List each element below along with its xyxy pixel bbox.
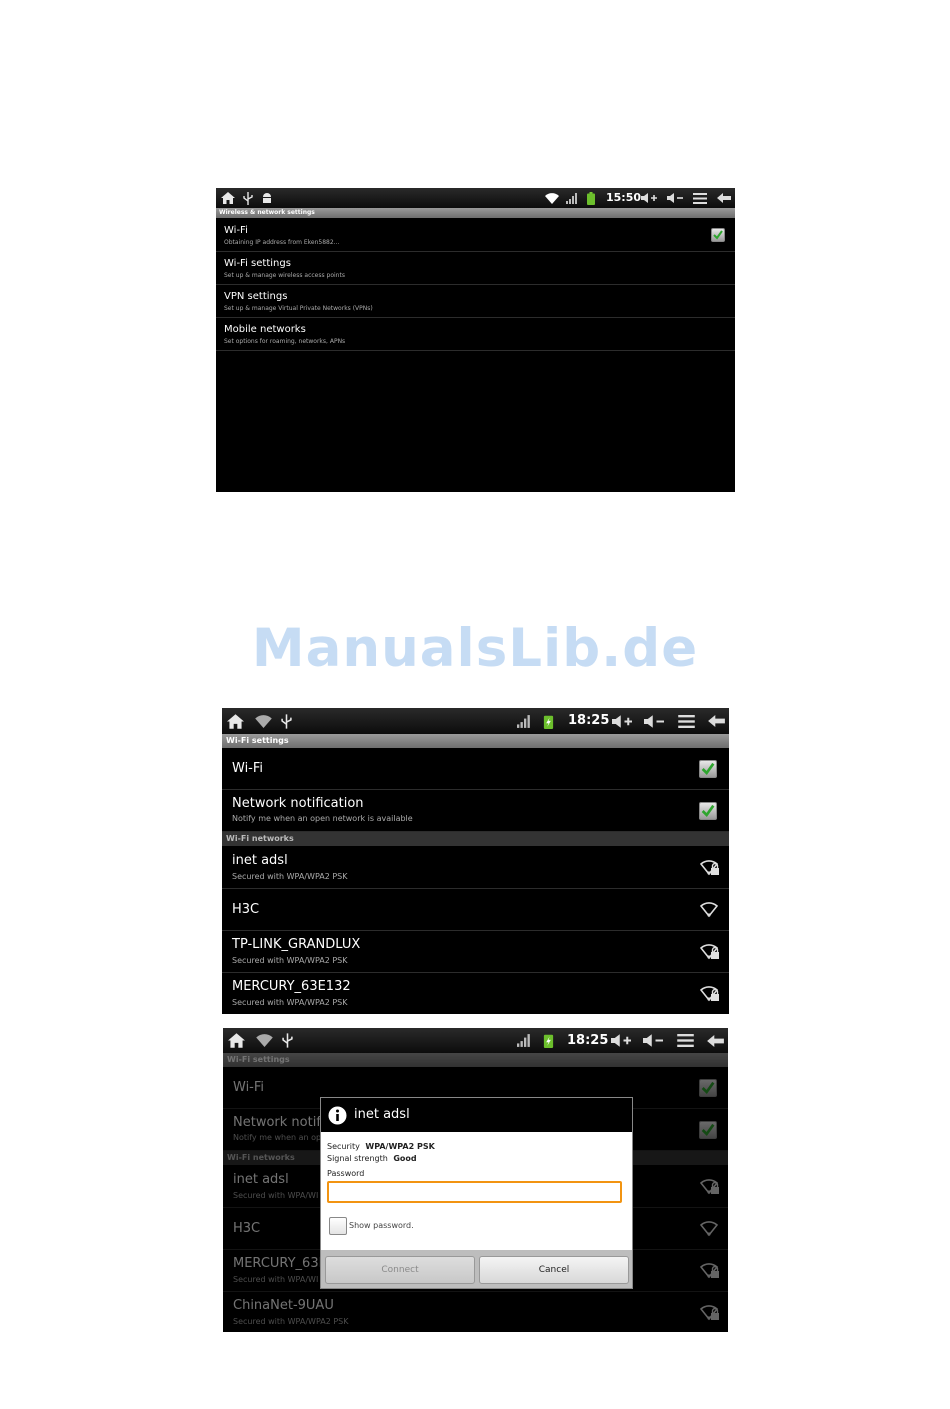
signal-value: Good xyxy=(393,1154,417,1163)
network-security: Secured with WPA/WPA2 PSK xyxy=(232,872,348,881)
notification-checkbox[interactable] xyxy=(699,802,717,820)
android-debug-icon xyxy=(260,188,274,208)
info-icon xyxy=(328,1106,347,1125)
wifi-password-dialog xyxy=(320,1097,633,1289)
volume-up-icon[interactable] xyxy=(610,1028,632,1053)
section-header: Wireless & network settings xyxy=(216,208,735,218)
usb-icon xyxy=(279,708,293,734)
watermark-text: ManualsLib.de xyxy=(251,618,699,679)
connect-button[interactable]: Connect xyxy=(325,1256,475,1284)
item-title: Wi-Fi xyxy=(224,225,248,236)
screenshot-wireless-network-settings xyxy=(216,188,735,492)
screenshot-wifi-password-dialog xyxy=(223,1028,728,1332)
usb-icon xyxy=(280,1028,294,1053)
dialog-buttons xyxy=(321,1250,632,1288)
dialog-title: inet adsl xyxy=(354,1107,410,1122)
back-icon[interactable] xyxy=(706,708,726,734)
wifi-signal-icon xyxy=(254,1028,274,1053)
password-input[interactable] xyxy=(327,1181,622,1203)
home-icon[interactable] xyxy=(220,188,236,208)
volume-down-icon[interactable] xyxy=(643,708,665,734)
show-password-label: Show password. xyxy=(349,1221,414,1230)
item-title: Wi-Fi settings xyxy=(224,258,291,269)
network-name: H3C xyxy=(232,902,260,917)
password-label: Password xyxy=(327,1169,365,1178)
show-password-checkbox[interactable] xyxy=(329,1217,347,1235)
battery-charging-icon xyxy=(541,1028,555,1053)
volume-down-icon[interactable] xyxy=(642,1028,664,1053)
cell-signal-icon xyxy=(516,1028,532,1053)
dialog-body xyxy=(321,1132,632,1250)
status-clock: 15:50 xyxy=(606,191,642,204)
volume-up-icon[interactable] xyxy=(640,188,658,208)
security-label: Security xyxy=(327,1142,360,1151)
status-bar xyxy=(216,188,735,208)
section-header: Wi-Fi settings xyxy=(222,734,729,748)
wifi-signal-icon xyxy=(544,188,560,208)
item-title: VPN settings xyxy=(224,291,288,302)
battery-charging-icon xyxy=(541,708,555,734)
wifi-checkbox[interactable] xyxy=(699,760,717,778)
wifi-signal-icon xyxy=(253,708,273,734)
item-title: Network notification xyxy=(232,796,364,811)
volume-down-icon[interactable] xyxy=(666,188,684,208)
network-name: inet adsl xyxy=(232,853,288,868)
cell-signal-icon xyxy=(565,188,579,208)
volume-up-icon[interactable] xyxy=(611,708,633,734)
cancel-button[interactable]: Cancel xyxy=(479,1256,629,1284)
wifi-locked-icon xyxy=(700,858,720,876)
network-row[interactable] xyxy=(222,973,729,1014)
item-subtitle: Set options for roaming, networks, APNs xyxy=(224,338,346,345)
list-item-wifi[interactable] xyxy=(216,219,735,252)
network-security: Secured with WPA/WPA2 PSK xyxy=(232,998,348,1007)
network-row[interactable] xyxy=(222,931,729,973)
dialog-header xyxy=(321,1098,632,1132)
signal-line xyxy=(327,1154,417,1163)
wifi-toggle-row[interactable] xyxy=(222,749,729,790)
network-row[interactable] xyxy=(222,889,729,931)
network-name: TP-LINK_GRANDLUX xyxy=(232,937,361,952)
network-row[interactable] xyxy=(222,847,729,889)
wifi-open-icon xyxy=(700,900,720,918)
wifi-locked-icon xyxy=(700,942,720,960)
status-bar xyxy=(222,708,729,734)
menu-icon[interactable] xyxy=(676,708,696,734)
back-icon[interactable] xyxy=(716,188,732,208)
item-title: Mobile networks xyxy=(224,324,306,335)
wifi-checkbox[interactable] xyxy=(711,228,725,242)
home-icon[interactable] xyxy=(226,1028,246,1053)
network-name: MERCURY_63E132 xyxy=(232,979,351,994)
item-title: Wi-Fi xyxy=(232,761,264,776)
menu-icon[interactable] xyxy=(675,1028,695,1053)
signal-label: Signal strength xyxy=(327,1154,388,1163)
usb-icon xyxy=(242,188,254,208)
item-subtitle: Notify me when an open network is available xyxy=(232,814,413,823)
status-bar xyxy=(223,1028,728,1053)
item-subtitle: Set up & manage wireless access points xyxy=(224,272,345,279)
networks-section-header: Wi-Fi networks xyxy=(222,832,729,846)
network-security: Secured with WPA/WPA2 PSK xyxy=(232,956,348,965)
list-item-vpn-settings[interactable] xyxy=(216,285,735,318)
security-value: WPA/WPA2 PSK xyxy=(365,1142,435,1151)
item-subtitle: Set up & manage Virtual Private Networks (VPNs) xyxy=(224,305,373,312)
battery-icon xyxy=(585,188,597,208)
list-item-wifi-settings[interactable] xyxy=(216,252,735,285)
network-notification-row[interactable] xyxy=(222,790,729,832)
status-clock: 18:25 xyxy=(567,1033,609,1048)
menu-icon[interactable] xyxy=(692,188,708,208)
security-line xyxy=(327,1142,435,1151)
back-icon[interactable] xyxy=(705,1028,725,1053)
list-item-mobile-networks[interactable] xyxy=(216,318,735,351)
item-subtitle: Obtaining IP address from Eken5882... xyxy=(224,239,340,246)
cell-signal-icon xyxy=(516,708,532,734)
wifi-locked-icon xyxy=(700,984,720,1002)
screenshot-wifi-settings xyxy=(222,708,729,1014)
home-icon[interactable] xyxy=(225,708,245,734)
status-clock: 18:25 xyxy=(568,713,610,728)
